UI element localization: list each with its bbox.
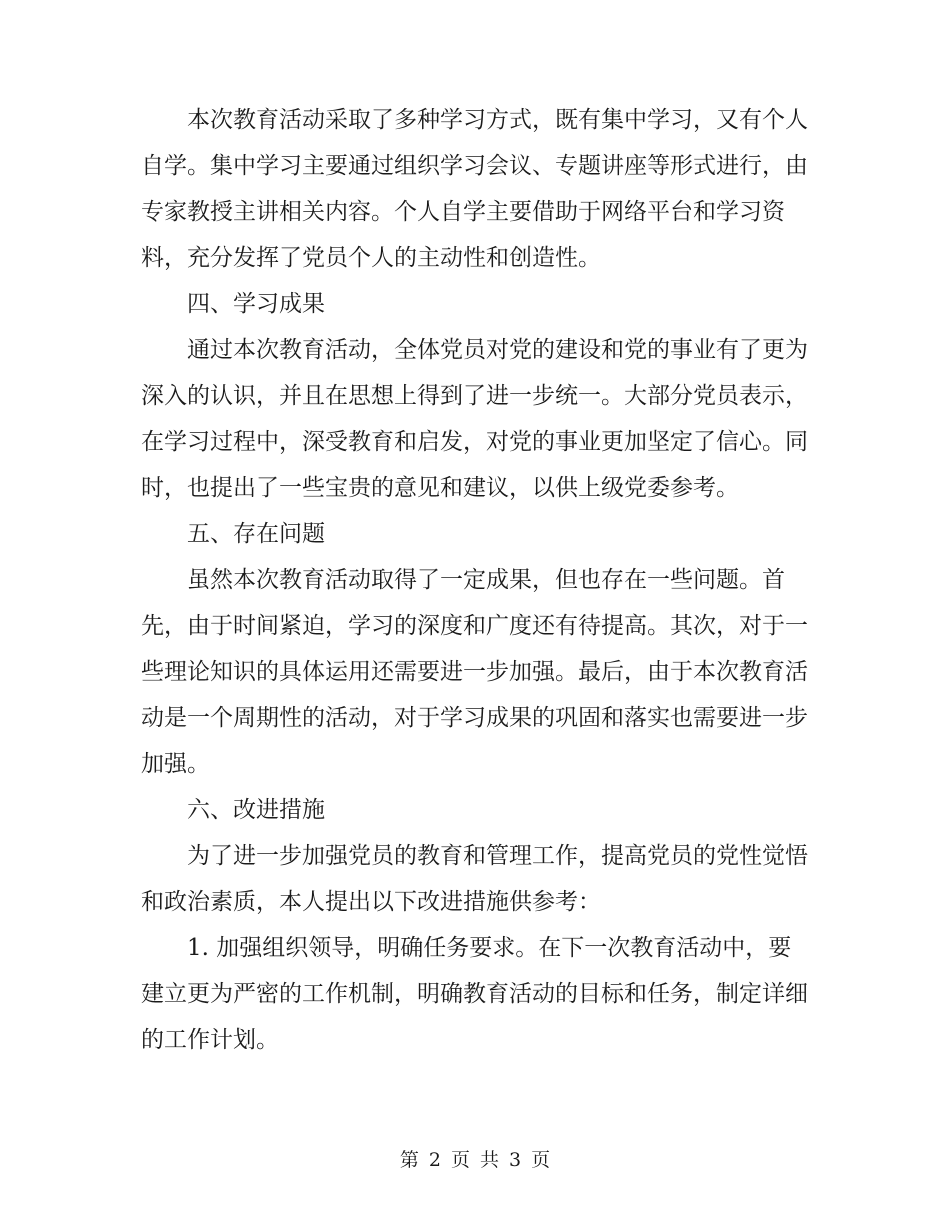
document-body — [141, 97, 813, 1063]
section-heading-results: 四、学习成果 — [187, 291, 325, 317]
page-number-footer: 第 2 页 共 3 页 — [399, 1149, 551, 1171]
section-heading-problems: 五、存在问题 — [187, 521, 325, 547]
paragraph-results: 通过本次教育活动，全体党员对党的建设和党的事业有了更为深入的认识，并且在思想上得到了进一步统一。大部分党员表示，在学习过程中，深受教育和启发，对党的事业更加坚定了信心。同时，也提出了一些宝贵的意见和建议，以供上级党委参考。 — [141, 337, 808, 501]
section-heading-improvements: 六、改进措施 — [187, 797, 325, 823]
paragraph-improvements-intro: 为了进一步加强党员的教育和管理工作，提高党员的党性觉悟和政治素质，本人提出以下改进措施供参考： — [141, 843, 808, 915]
paragraph-improvement-item-1: 1. 加强组织领导，明确任务要求。在下一次教育活动中，要建立更为严密的工作机制，明确教育活动的目标和任务，制定详细的工作计划。 — [141, 935, 808, 1053]
paragraph-study-methods: 本次教育活动采取了多种学习方式，既有集中学习，又有个人自学。集中学习主要通过组织学习会议、专题讲座等形式进行，由专家教授主讲相关内容。个人自学主要借助于网络平台和学习资料，充分发挥了党员个人的主动性和创造性。 — [141, 107, 808, 271]
paragraph-problems: 虽然本次教育活动取得了一定成果，但也存在一些问题。首先，由于时间紧迫，学习的深度和广度还有待提高。其次，对于一些理论知识的具体运用还需要进一步加强。最后，由于本次教育活动是一个周期性的活动，对于学习成果的巩固和落实也需要进一步加强。 — [141, 567, 808, 777]
